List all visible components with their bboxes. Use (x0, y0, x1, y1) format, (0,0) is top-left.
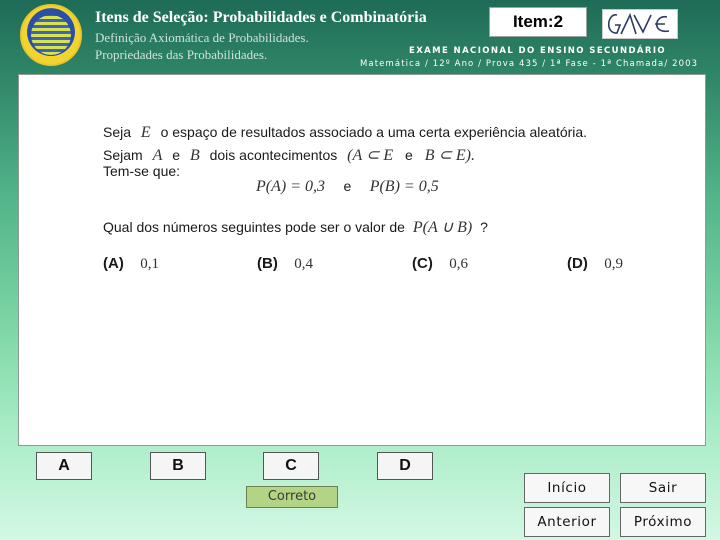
page-title: Itens de Seleção: Probabilidades e Combinatória (95, 9, 427, 26)
answer-c-button[interactable]: C (263, 452, 319, 480)
gave-logo (602, 9, 678, 39)
math-p-b: P(B) = 0,5 (369, 178, 439, 195)
question-panel (18, 74, 706, 446)
proximo-button[interactable]: Próximo (620, 507, 706, 537)
text-sample-space: o espaço de resultados associado a uma certa experiência aleatória. (160, 124, 588, 140)
text-e-3: e (343, 178, 352, 194)
option-c-value: 0,6 (449, 256, 469, 272)
answer-d-button[interactable]: D (377, 452, 433, 480)
exam-subtitle: Matemática / 12º Ano / Prova 435 / 1ª Fase - 1ª Chamada/ 2003 (360, 59, 699, 69)
option-a-value: 0,1 (140, 256, 160, 272)
answer-b-button[interactable]: B (150, 452, 206, 480)
math-a: A (152, 147, 163, 164)
school-emblem-icon (31, 15, 71, 55)
text-question-mark: ? (480, 219, 488, 235)
answer-a-button[interactable]: A (36, 452, 92, 480)
inicio-button[interactable]: Início (524, 473, 610, 503)
text-sejam: Sejam (103, 147, 143, 163)
math-a-subset-e: (A ⊂ E (347, 147, 394, 164)
text-ask: Qual dos números seguintes pode ser o valor de (103, 219, 405, 235)
option-c-label: (C) (412, 255, 433, 272)
math-b-subset-e: B ⊂ E). (424, 147, 475, 164)
sair-button[interactable]: Sair (620, 473, 706, 503)
option-b-label: (B) (257, 255, 278, 272)
math-b: B (189, 147, 200, 164)
option-d-label: (D) (567, 255, 588, 272)
gave-logo-icon (603, 10, 677, 38)
option-b-value: 0,4 (294, 256, 314, 272)
text-seja: Seja (103, 124, 132, 140)
option-a (103, 255, 159, 273)
question-line-3: Tem-se que: (103, 163, 181, 179)
option-d (567, 255, 623, 273)
school-logo (20, 4, 82, 66)
question-line-1 (103, 124, 587, 142)
math-e: E (140, 124, 151, 141)
option-c (412, 255, 468, 273)
topic-line-2: Propriedades das Probabilidades. (95, 47, 268, 62)
option-d-value: 0,9 (604, 256, 624, 272)
text-two-events: dois acontecimentos (209, 147, 338, 163)
question-line-2 (103, 145, 475, 165)
feedback-label: Correto (246, 486, 338, 508)
math-p-a-union-b: P(A ∪ B) (412, 219, 473, 236)
exam-title: EXAME NACIONAL DO ENSINO SECUNDÁRIO (409, 46, 667, 56)
item-number: Item:2 (489, 7, 587, 37)
option-b (257, 255, 313, 273)
math-p-a: P(A) = 0,3 (256, 178, 325, 195)
option-a-label: (A) (103, 255, 124, 272)
given-probabilities (256, 178, 439, 196)
text-e-2: e (405, 147, 413, 163)
anterior-button[interactable]: Anterior (524, 507, 610, 537)
topic-line-1: Definição Axiomática de Probabilidades. (95, 30, 309, 45)
text-e: e (172, 147, 181, 163)
question-ask (103, 217, 488, 237)
